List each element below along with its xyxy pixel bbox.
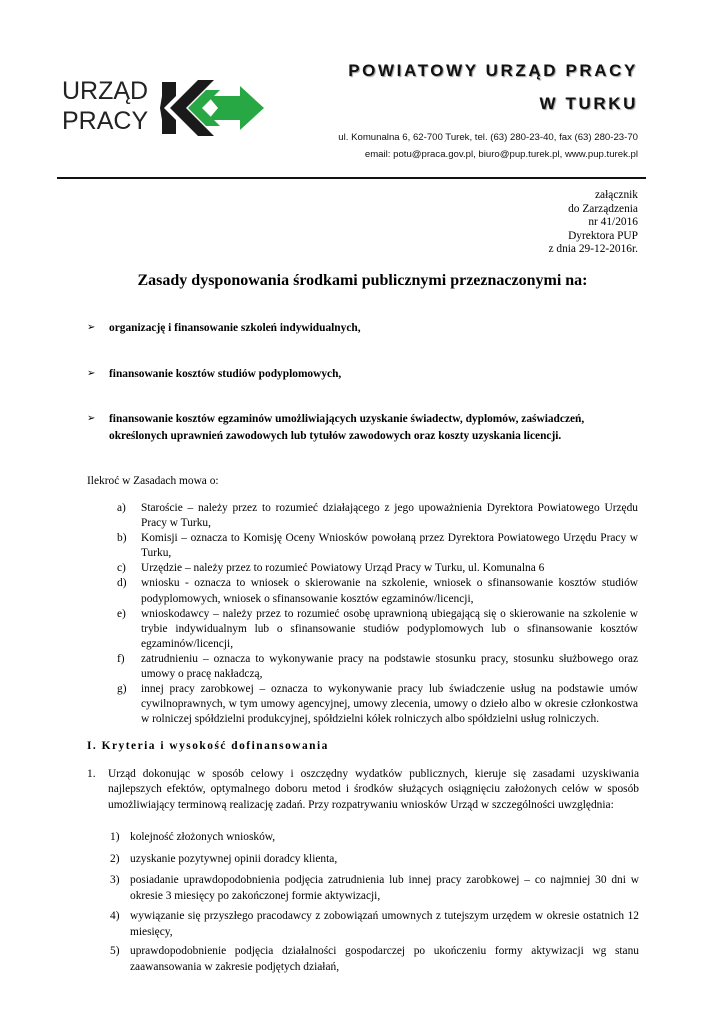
sub-point-number: 1) <box>110 831 120 843</box>
sub-point <box>110 830 639 846</box>
annex-line: do Zarządzenia <box>568 202 638 215</box>
header-divider <box>57 177 646 179</box>
definition-label: c) <box>117 562 126 575</box>
arrow-bullet-icon: ➢ <box>87 368 96 379</box>
definition-text: Staroście – należy przez to rozumieć działającego z jego upoważnienia Dyrektora Powiatowego Urzędu Pracy w Turku, <box>141 502 638 530</box>
definition-item <box>117 501 638 531</box>
definition-item <box>117 576 638 606</box>
section-heading: I. Kryteria i wysokość dofinansowania <box>87 740 329 752</box>
annex-line: nr 41/2016 <box>588 216 638 228</box>
bullet-text: finansowanie kosztów studiów podyplomowych, <box>109 368 342 380</box>
sub-point-number: 4) <box>110 910 120 922</box>
intro-text: Ilekroć w Zasadach mowa o: <box>87 475 219 487</box>
annex-note <box>548 189 638 257</box>
definitions-list <box>117 501 638 727</box>
arrow-bullet-icon: ➢ <box>87 413 96 424</box>
sub-point-text: uprawdopodobnienie podjęcia działalności gospodarczej po ukończeniu formy aktywizacji wg stanu zaawansowania w zakresie podjętych działań, <box>130 945 639 973</box>
logo-line-2: PRACY <box>62 107 149 135</box>
definition-item <box>117 682 638 727</box>
org-name-line-1: POWIATOWY URZĄD PRACY <box>348 61 638 80</box>
definition-item <box>117 531 638 561</box>
sub-point-text: uzyskanie pozytywnej opinii doradcy klienta, <box>130 853 338 865</box>
sub-point-number: 2) <box>110 853 120 865</box>
point-text: Urząd dokonując w sposób celowy i oszczędny wydatków publicznych, kieruje się zasadami uzyskiwania najlepszych efektów, optymalnego doboru metod i środków służących osiągnięciu założonych celów w sposób umożliwiający terminową realizację zadań. Przy rozpatrywaniu wniosków Urząd w szczególności uwzględnia: <box>108 768 639 811</box>
sub-point <box>110 909 639 940</box>
annex-line: załącznik <box>595 189 638 201</box>
sub-point <box>110 873 639 904</box>
sub-point-text: posiadanie uprawdopodobnienia podjęcia zatrudnienia lub innej pracy zarobkowej – co najmniej 30 dni w okresie 3 miesięcy po zakończonej formie aktywizacji, <box>130 874 639 902</box>
bullet-item <box>87 366 642 383</box>
definition-item <box>117 607 638 652</box>
definition-text: wnioskodawcy – należy przez to rozumieć osobę uprawnioną ubiegającą się o skierowanie na szkolenie w trybie indywidualnym lub o sfinansowanie studiów podyplomowych lub o sfinansowanie kosztów egzaminów/licencji, <box>141 607 638 650</box>
definition-text: Komisji – oznacza to Komisję Oceny Wniosków powołaną przez Dyrektora Powiatowego Urzędu Pracy w Turku, <box>141 532 638 560</box>
definition-label: f) <box>117 652 125 665</box>
logo-arrows-icon <box>160 74 266 144</box>
sub-point-text: kolejność złożonych wniosków, <box>130 831 276 843</box>
definition-label: b) <box>117 532 127 545</box>
definition-item <box>117 652 638 682</box>
org-header <box>338 58 638 163</box>
document-title: Zasady dysponowania środkami publicznymi przeznaczonymi na: <box>137 272 588 289</box>
org-name-line-2: W TURKU <box>539 94 638 113</box>
bullet-text: organizację i finansowanie szkoleń indywidualnych, <box>109 322 361 334</box>
numbered-point <box>87 767 639 813</box>
bullet-item <box>87 411 642 444</box>
definition-label: a) <box>117 502 126 514</box>
definition-label: g) <box>117 683 127 696</box>
sub-point-text: wywiązanie się przyszłego pracodawcy z zobowiązań umownych z tutejszym urzędem w okresie ostatnich 12 miesięcy, <box>130 910 639 938</box>
arrow-bullet-icon: ➢ <box>87 322 96 333</box>
definition-item <box>117 561 638 576</box>
bullet-item <box>87 320 642 337</box>
bullet-text: finansowanie kosztów egzaminów umożliwiających uzyskanie świadectw, dyplomów, zaświadczeń, określonych uprawnień zawodowych lub tytułów zawodowych oraz koszty uzyskania licencji. <box>109 413 585 442</box>
logo-text <box>62 76 148 136</box>
org-address: ul. Komunalna 6, 62-700 Turek, tel. (63) 280-23-40, fax (63) 280-23-70 <box>338 132 638 143</box>
point-number: 1. <box>87 768 96 780</box>
annex-line: Dyrektora PUP <box>568 229 638 242</box>
definition-label: d) <box>117 577 127 590</box>
definition-label: e) <box>117 607 126 620</box>
definition-text: Urzędzie – należy przez to rozumieć Powiatowy Urząd Pracy w Turku, ul. Komunalna 6 <box>141 562 545 575</box>
org-contact: email: potu@praca.gov.pl, biuro@pup.turek.pl, www.pup.turek.pl <box>364 149 638 160</box>
definition-text: wniosku - oznacza to wniosek o skierowanie na szkolenie, wniosek o sfinansowanie kosztów studiów podyplomowych, wniosek o sfinansowanie kosztów egzaminów/licencji, <box>141 577 638 605</box>
sub-point-number: 3) <box>110 874 120 886</box>
definition-text: zatrudnieniu – oznacza to wykonywanie pracy na podstawie stosunku pracy, stosunku służbowego oraz umowy o pracę nakładczą, <box>141 652 638 681</box>
definition-text: innej pracy zarobkowej – oznacza to wykonywanie pracy lub świadczenie usług na podstawie umów cywilnoprawnych, w tym umowy agencyjnej, umowy zlecenia, umowy o dzieło albo w okresie członkostwa w rolniczej spółdzielni produkcyjnej, spółdzielni kółek rolniczych albo spółdzielni usług rolniczych. <box>141 683 638 726</box>
logo <box>62 74 267 144</box>
sub-point <box>110 944 639 975</box>
logo-line-1: URZĄD <box>62 77 149 105</box>
annex-line: z dnia 29-12-2016r. <box>548 243 638 255</box>
sub-point <box>110 852 639 868</box>
sub-point-number: 5) <box>110 945 120 957</box>
